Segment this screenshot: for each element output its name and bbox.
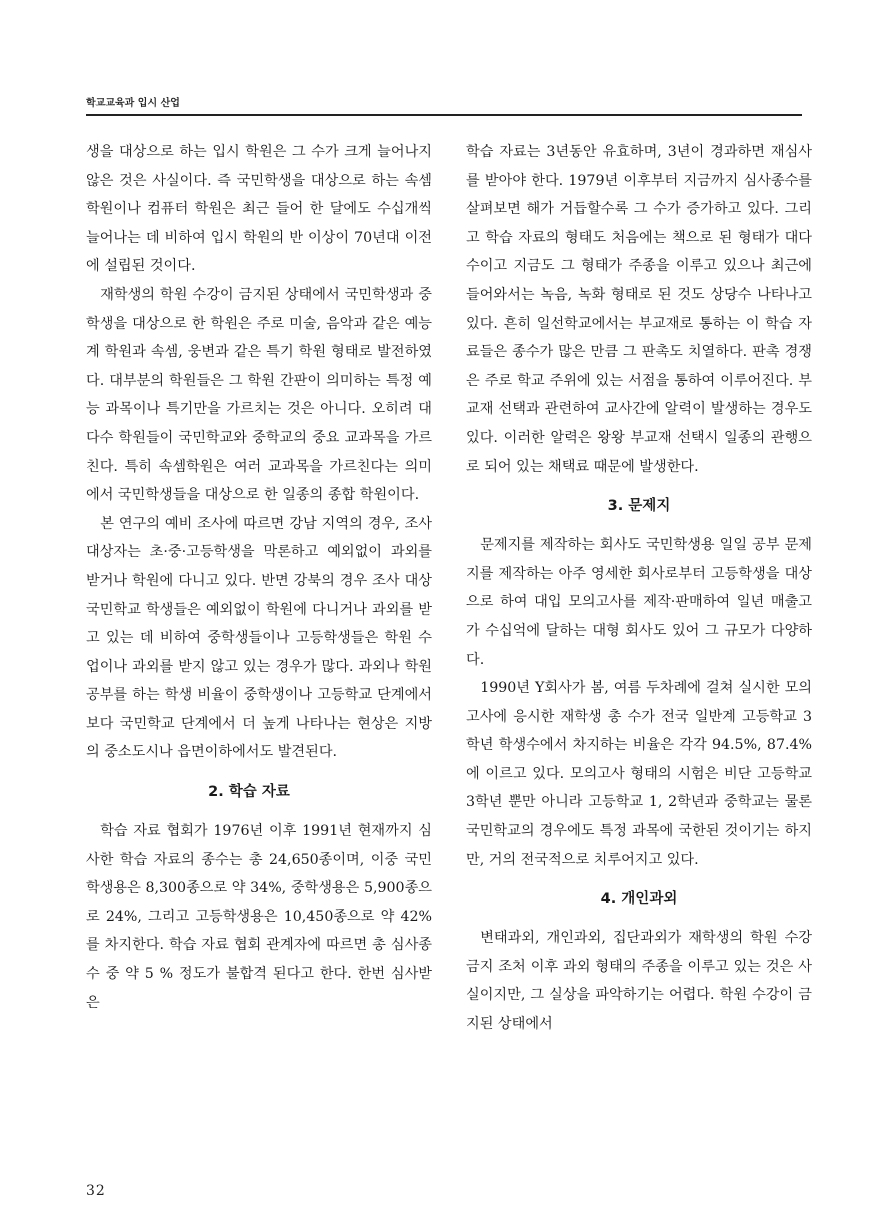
left-paragraph-2: 재학생의 학원 수강이 금지된 상태에서 국민학생과 중학생을 대상으로 한 학원은 주로 미술, 음악과 같은 예능계 학원과 속셈, 웅변과 같은 특기 학원 형태로 발전하였다. 대부분의 학원들은 그 학원 간판이 의미하는 특정 예능 과목이나 특기만을 가르치는 것은 아니다. 오히려 대다수 학원들이 국민학교와 중학교의 중요 교과목을 가르친다. 특히 속셈학원은 여러 교과목을 가르친다는 의미에서 국민학생들을 대상으로 한 일종의 종합 학원이다.: [86, 286, 432, 504]
right-paragraph-4: 변태과외, 개인과외, 집단과외가 재학생의 학원 수강 금지 조처 이후 과외 형태의 주종을 이루고 있는 것은 사실이지만, 그 실상을 파악하기는 어렵다. 학원 수강이 금지된 상태에서: [466, 930, 812, 1033]
running-header: [86, 92, 802, 116]
section-3-heading: 3. 문제지: [607, 498, 671, 515]
right-paragraph-3: 1990년 Y회사가 봄, 여름 두차례에 걸쳐 실시한 모의고사에 응시한 재학생 총 수가 전국 일반계 고등학교 3학년 학생수에서 차지하는 비율은 각각 94.5%, 87.4%에 이르고 있다. 모의고사 형태의 시험은 비단 고등학교 3학년 뿐만 아니라 고등학교 1, 2학년과 중학교는 물론 국민학교의 경우에도 특정 과목에 국한된 것이기는 하지만, 거의 전국적으로 치루어지고 있다.: [466, 680, 812, 868]
left-column: [86, 138, 432, 1017]
header-title: 학교교육과 입시 산업: [86, 98, 180, 109]
section-2-heading: 2. 학습 자료: [208, 784, 290, 801]
left-paragraph-4: 학습 자료 협회가 1976년 이후 1991년 현재까지 심사한 학습 자료의 종수는 총 24,650종이며, 이중 국민학생용은 8,300종으로 약 34%, 중학생용은 5,900종으로 24%, 그리고 고등학생용은 10,450종으로 약 42%를 차지한다. 학습 자료 협회 관계자에 따르면 총 심사종수 중 약 5 % 정도가 불합격 된다고 한다. 한번 심사받은: [86, 823, 432, 1011]
right-paragraph-1: 학습 자료는 3년동안 유효하며, 3년이 경과하면 재심사를 받아야 한다. 1979년 이후부터 지금까지 심사종수를 살펴보면 해가 거듭할수록 그 수가 증가하고 있다. 그리고 학습 자료의 형태도 처음에는 책으로 된 형태가 대다수이고 지금도 그 형태가 주종을 이루고 있으나 최근에 들어와서는 녹음, 녹화 형태로 된 것도 상당수 나타나고 있다. 흔히 일선학교에서는 부교재로 통하는 이 학습 자료들은 종수가 많은 만큼 그 판촉도 치열하다. 판촉 경쟁은 주로 학교 주위에 있는 서점을 통하여 이루어진다. 부교재 선택과 관련하여 교사간에 알력이 발생하는 경우도 있다. 이러한 알력은 왕왕 부교재 선택시 일종의 관행으로 되어 있는 채택료 때문에 발생한다.: [466, 144, 812, 475]
left-paragraph-3: 본 연구의 예비 조사에 따르면 강남 지역의 경우, 조사 대상자는 초·중·고등학생을 막론하고 예외없이 과외를 받거나 학원에 다니고 있다. 반면 강북의 경우 조사 대상 국민학교 학생들은 예외없이 학원에 다니거나 과외를 받고 있는 데 비하여 중학생들이나 고등학생들은 학원 수업이나 과외를 받지 않고 있는 경우가 많다. 과외나 학원 공부를 하는 학생 비율이 중학생이나 고등학교 단계에서보다 국민학교 단계에서 더 높게 나타나는 현상은 지방의 중소도시나 읍면이하에서도 발견된다.: [86, 515, 432, 761]
left-paragraph-1: 생을 대상으로 하는 입시 학원은 그 수가 크게 늘어나지 않은 것은 사실이다. 즉 국민학생을 대상으로 하는 속셈 학원이나 컴퓨터 학원은 최근 들어 한 달에도 수십개씩 늘어나는 데 비하여 입시 학원의 반 이상이 70년대 이전에 설립된 것이다.: [86, 144, 432, 275]
section-4-heading: 4. 개인과외: [600, 891, 678, 908]
right-column: [466, 138, 812, 1039]
page-number: 32: [86, 1183, 106, 1199]
right-paragraph-2: 문제지를 제작하는 회사도 국민학생용 일일 공부 문제지를 제작하는 아주 영세한 회사로부터 고등학생을 대상으로 하여 대입 모의고사를 제작·판매하여 일년 매출고가 수십억에 달하는 대형 회사도 있어 그 규모가 다양하다.: [466, 537, 812, 668]
